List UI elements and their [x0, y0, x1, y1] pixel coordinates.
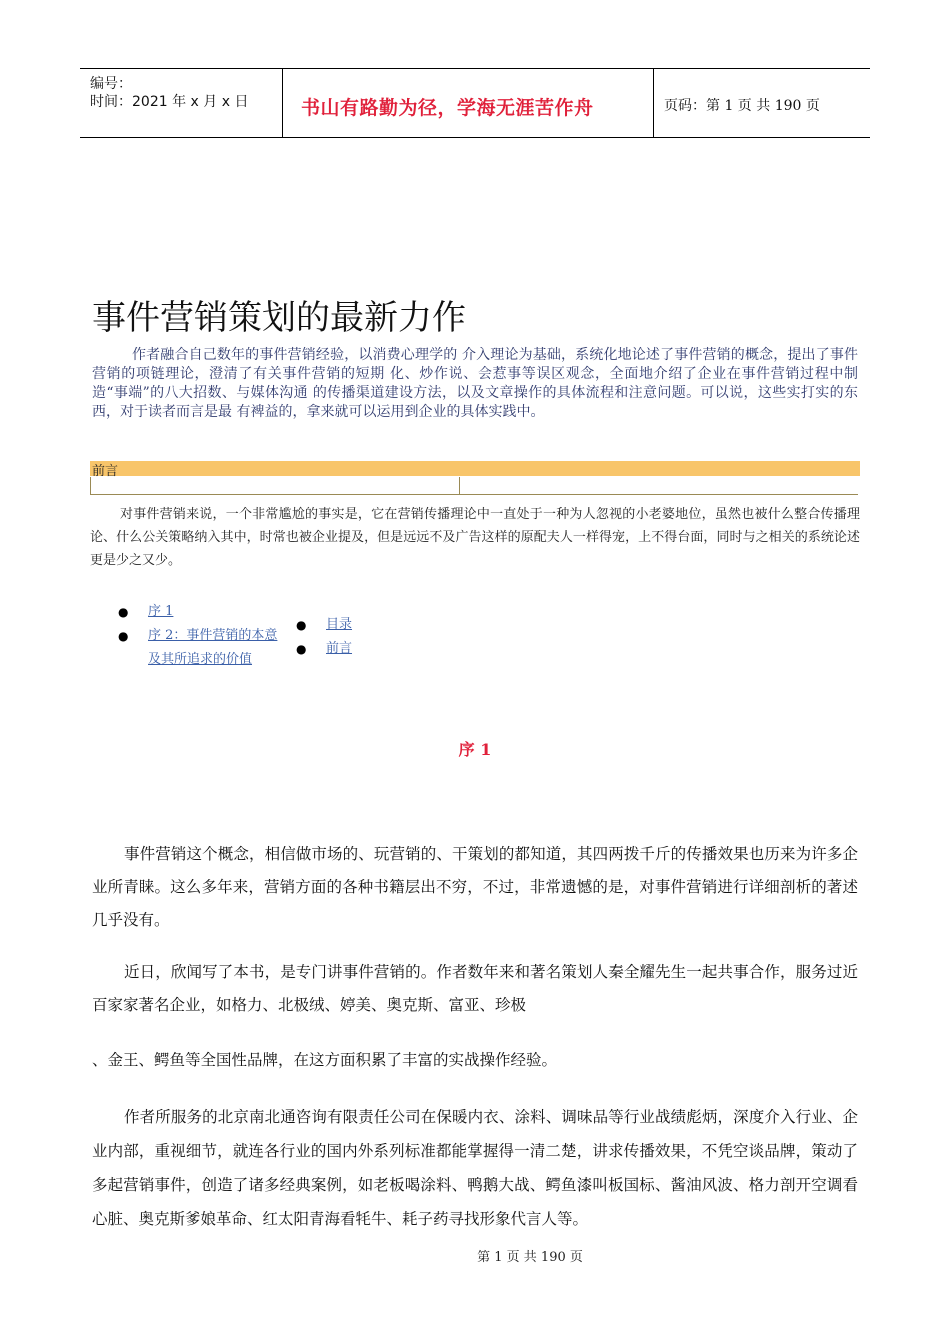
intro-paragraph: 作者融合自己数年的事件营销经验，以消费心理学的 介入理论为基础，系统化地论述了事件营销的概念，提出了事件营销的项链理论，澄清了有关事件营销的短期 化、炒作说、会惹事等误区观念，全面地介绍了企业在事件营销过程中制造“事端”的八大招数、与媒体沟通 的传播渠道建设方法，以及文章操作的具体流程和注意问题。可以说，这些实打实的东西，对于读者而言是最 有裨益的，拿来就可以运用到企业的具体实践中。 [92, 347, 858, 420]
page-title: 事件营销策划的最新力作 [92, 298, 466, 338]
bullet-icon: ● [296, 642, 307, 656]
body-paragraph-1: 事件营销这个概念，相信做市场的、玩营销的、干策划的都知道，其四两拨千斤的传播效果也历来为许多企业所青睐。这么多年来，营销方面的各种书籍层出不穷，不过，非常遗憾的是，对事件营销进行详细剖析的著述几乎没有。 [92, 845, 858, 929]
section-bar-underline [90, 477, 858, 495]
bullet-icon: ● [118, 629, 129, 643]
header-cell-meta [80, 69, 283, 137]
header-cell-motto [283, 69, 654, 137]
underline-box [90, 477, 460, 495]
header-motto: 书山有路勤为径，学海无涯苦作舟 [301, 97, 594, 119]
bullet-icon: ● [118, 605, 129, 619]
header-table [80, 68, 870, 138]
list-item [296, 637, 416, 661]
section-title: 序 1 [458, 740, 492, 759]
body-paragraph-2: 近日，欣闻写了本书，是专门讲事件营销的。作者数年来和著名策划人秦全耀先生一起共事合作，服务过近百家家著名企业，如格力、北极绒、婷美、奥克斯、富亚、珍极 [92, 963, 858, 1014]
nav-link-foreword[interactable]: 前言 [326, 641, 353, 656]
nav-list-left [118, 600, 278, 672]
list-item [118, 600, 278, 624]
nav-list-right [296, 613, 416, 661]
list-item [118, 624, 278, 672]
nav-link-contents[interactable]: 目录 [326, 617, 353, 632]
body-paragraph-3: 、金王、鳄鱼等全国性品牌，在这方面积累了丰富的实战操作经验。 [92, 1051, 558, 1069]
document-number: 编号： [90, 76, 132, 92]
bullet-icon: ● [296, 618, 307, 632]
preface-paragraph: 对事件营销来说，一个非常尴尬的事实是，它在营销传播理论中一直处于一种为人忽视的小老婆地位，虽然也被什么整合传播理论、什么公关策略纳入其中，时常也被企业提及，但是远远不及广告这样的原配夫人一样得宠，上不得台面，同时与之相关的系统论述更是少之又少。 [90, 507, 860, 568]
document-date: 时间：2021 年 x 月 x 日 [90, 94, 249, 110]
underline-rule [459, 494, 858, 495]
list-item [296, 613, 416, 637]
nav-link-preface-2[interactable]: 序 2：事件营销的本意及其所追求的价值 [148, 628, 278, 667]
header-cell-page [654, 69, 870, 137]
page-footer: 第 1 页 共 190 页 [477, 1250, 583, 1265]
section-bar [90, 461, 860, 476]
header-page-info: 页码：第 1 页 共 190 页 [664, 98, 820, 114]
nav-link-preface-1[interactable]: 序 1 [148, 604, 174, 619]
body-paragraph-4: 作者所服务的北京南北通咨询有限责任公司在保暖内衣、涂料、调味品等行业战绩彪炳，深度介入行业、企业内部，重视细节，就连各行业的国内外系列标准都能掌握得一清二楚，讲求传播效果，不凭空谈品牌，策动了多起营销事件，创造了诸多经典案例，如老板喝涂料、鸭鹅大战、鳄鱼漆叫板国标、酱油风波、格力剖开空调看心脏、奥克斯爹娘革命、红太阳青海看牦牛、耗子药寻找形象代言人等。 [92, 1108, 858, 1228]
section-bar-label: 前言 [92, 464, 119, 479]
